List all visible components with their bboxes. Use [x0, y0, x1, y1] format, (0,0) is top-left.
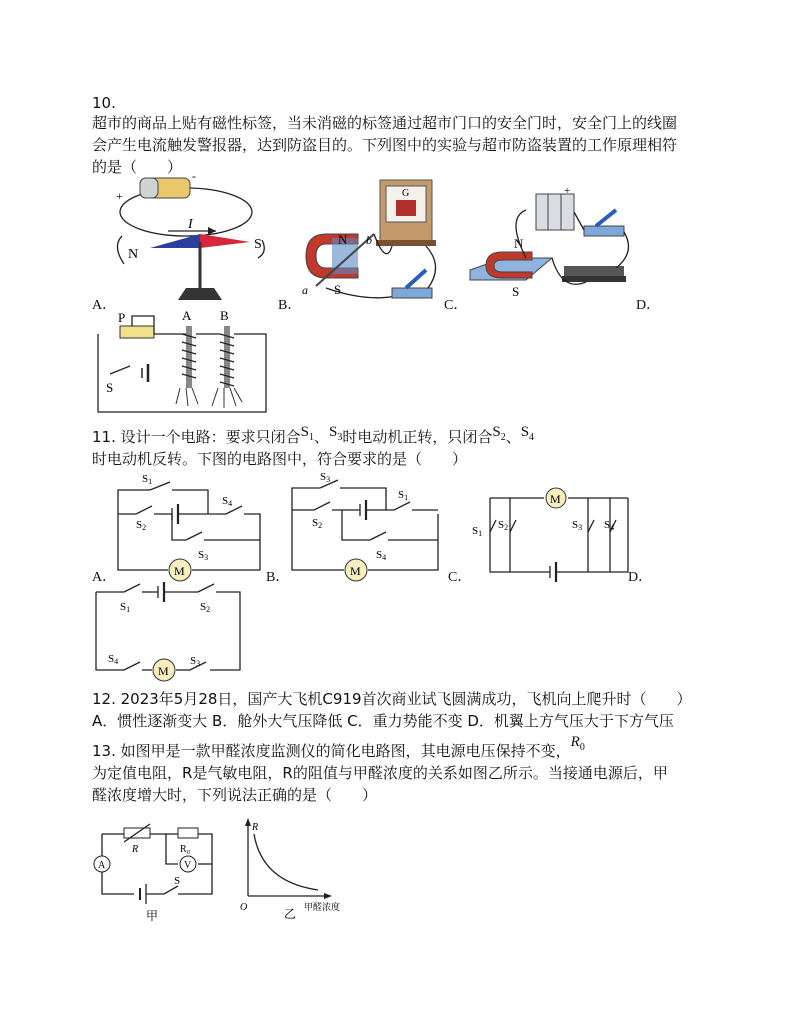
fig-b-north: N [338, 232, 348, 247]
q11-mid: 时电动机正转，只闭合 [342, 428, 493, 446]
circuit-c-s1: S1 [472, 525, 483, 538]
q11-option-d: D． [628, 570, 653, 585]
fig-a-plus: + [116, 189, 123, 203]
circuit-b-s1: S1 [398, 489, 409, 502]
q10-number: 10. [92, 94, 116, 112]
q10-line3: 的是（ ） [92, 158, 183, 176]
fig-d-slider: P [118, 310, 126, 325]
yi-xaxis: 甲醛浓度 [304, 902, 341, 912]
fig-b-wire-b: b [366, 233, 372, 247]
fig-a-north: N [128, 247, 139, 262]
q12-line2: A．惯性逐渐变大 B．舱外大气压降低 C．重力势能不变 D．机翼上方气压大于下方气压 [92, 712, 674, 730]
q10-line1: 超市的商品上贴有磁性标签，当未消磁的标签通过超市门口的安全门时，安全门上的线圈 [92, 114, 678, 132]
q10-option-a: A． [92, 298, 117, 313]
fig-b-south: S [334, 282, 342, 297]
q11-sep2: 、 [505, 428, 521, 446]
q10-line2: 会产生电流触发警报器，达到防盗目的。下列图中的实验与超市防盗装置的工作原理相符 [92, 136, 678, 154]
q11-line2: 时电动机反转。下图的电路图中，符合要求的是（ ） [92, 450, 468, 468]
circuit-b-s2: S2 [312, 517, 323, 530]
q13-figure-yi [238, 818, 368, 928]
jia-switch: S [174, 875, 181, 887]
fig-b-meter: G [402, 188, 410, 199]
fig-c-plus: + [564, 185, 571, 197]
q13-r0: $R_0$ [570, 734, 585, 753]
circuit-b-s4: S4 [376, 549, 387, 562]
q10-option-b: B． [278, 298, 302, 313]
circuit-c-s3: S3 [572, 519, 583, 532]
jia-ammeter: A [98, 860, 106, 871]
jia-r: R [132, 844, 139, 855]
q13-line3: 醛浓度增大时，下列说法正确的是（ ） [92, 786, 378, 804]
circuit-c-s4: S4 [604, 519, 615, 532]
q10-option-c: C． [444, 298, 468, 313]
jia-r0: R₀ [180, 844, 191, 855]
circuit-b-s3: S3 [320, 471, 331, 484]
q10-figure-d [94, 308, 274, 418]
fig-d-coil-a: A [182, 308, 192, 323]
circuit-d-s4: S4 [108, 653, 119, 666]
q10-figure-a [108, 169, 278, 306]
circuit-d-s1: S1 [120, 601, 131, 614]
circuit-d-s2: S2 [200, 601, 211, 614]
circuit-b-motor: M [350, 564, 361, 578]
q11-option-a: A． [92, 570, 117, 585]
fig-d-coil-b: B [220, 308, 229, 323]
q10-figure-b [296, 176, 456, 306]
circuit-a-s1: S1 [142, 473, 153, 486]
q11-option-b: B． [266, 570, 290, 585]
q11-circuit-a [116, 473, 266, 578]
q11-s4: $S_4$ [520, 424, 535, 443]
circuit-a-s4: S4 [222, 495, 233, 508]
fig-c-north: N [514, 236, 524, 251]
circuit-a-s2: S2 [136, 519, 147, 532]
circuit-d-s3: S3 [190, 655, 201, 668]
q11-circuit-b [290, 471, 450, 578]
q11-circuit-d [94, 584, 254, 684]
q10-figure-c [466, 185, 636, 318]
q11-sep1: 、 [313, 428, 329, 446]
circuit-a-s3: S3 [198, 549, 209, 562]
fig-a-south: S [254, 237, 262, 252]
q13-figure-jia [94, 824, 224, 924]
q11-s2: $S_2$ [492, 424, 506, 443]
circuit-c-s2: S2 [498, 519, 509, 532]
fig-b-wire-a: a [302, 283, 308, 297]
fig-a-current: I [188, 217, 193, 232]
fig-d-switch: S [106, 380, 114, 395]
fig-a-minus: - [192, 169, 196, 183]
yi-origin: O [240, 902, 248, 913]
circuit-d-motor: M [158, 664, 169, 678]
yi-yaxis: R [252, 822, 259, 833]
q11-s3: $S_3$ [328, 424, 343, 443]
q11-s1: $S_1$ [300, 424, 314, 443]
q11-option-c: C． [448, 570, 472, 585]
q13-line2: 为定值电阻，R是气敏电阻，R的阻值与甲醛浓度的关系如图乙所示。当接通电源后，甲 [92, 764, 668, 782]
q12-line1: 12. 2023年5月28日，国产大飞机C919首次商业试飞圆满成功，飞机向上爬升时（ ） [92, 690, 692, 708]
q10-option-d: D． [636, 298, 661, 313]
fig-c-south: S [512, 284, 520, 299]
yi-caption: 乙 [284, 907, 297, 921]
circuit-a-motor: M [174, 564, 185, 578]
jia-voltmeter: V [184, 860, 192, 871]
q11-prefix: 11. 设计一个电路：要求只闭合 [92, 428, 301, 446]
circuit-c-motor: M [550, 492, 561, 506]
jia-caption: 甲 [146, 909, 159, 923]
q13-line1: 13. 如图甲是一款甲醛浓度监测仪的简化电路图，其电源电压保持不变，$R_0$ [92, 734, 585, 760]
q11-circuit-c [472, 488, 638, 578]
